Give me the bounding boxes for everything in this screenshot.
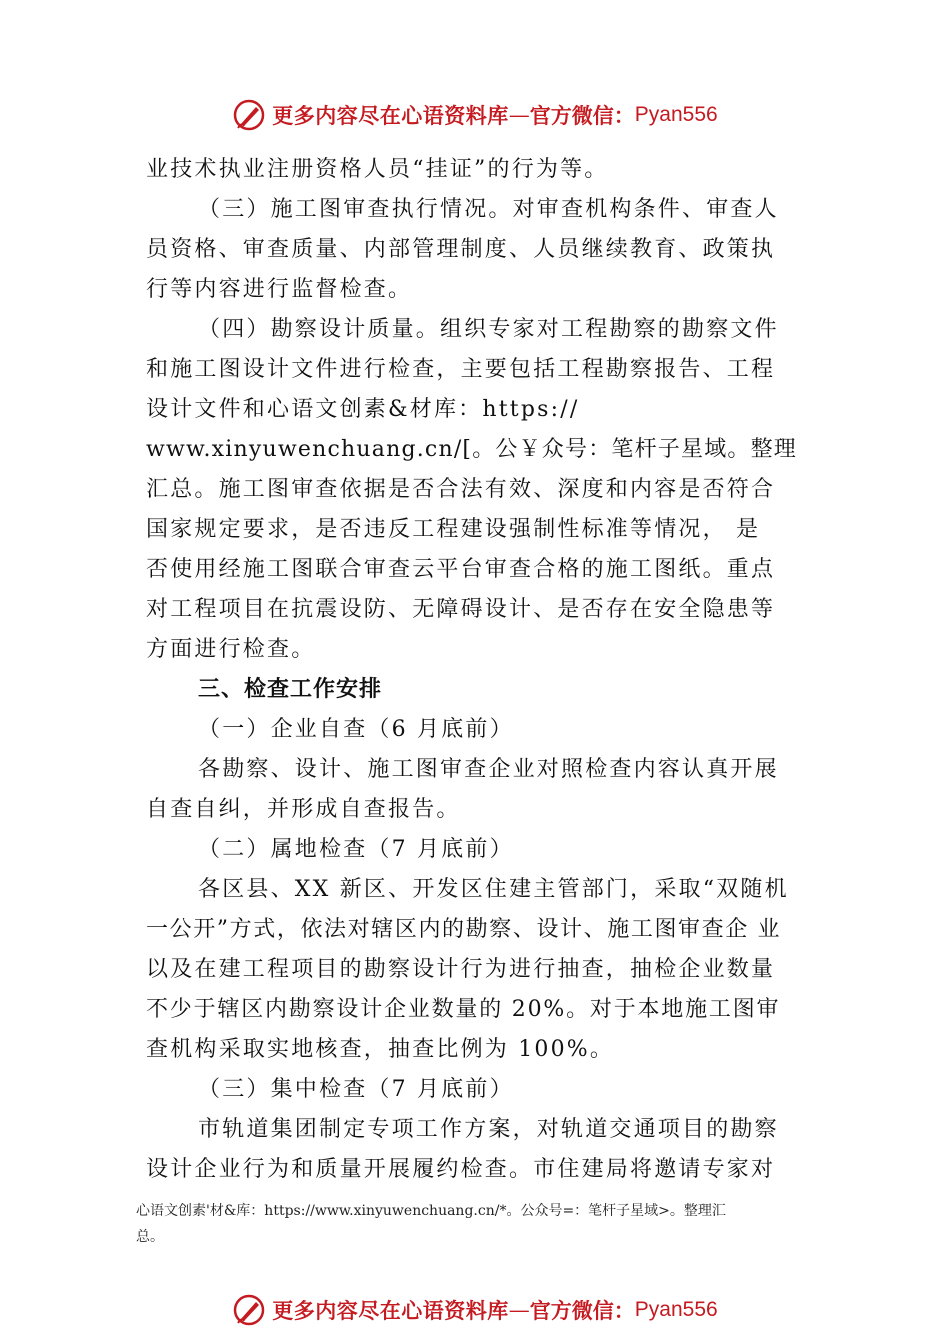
footnote-line: 总。 bbox=[136, 1229, 164, 1245]
text-line: 一公开”方式，依法对辖区内的勘察、设计、施工图审查企 业 bbox=[146, 917, 782, 942]
banner-wechat-id: Pyan556 bbox=[634, 103, 718, 126]
banner-wechat-id: Pyan556 bbox=[634, 1298, 718, 1321]
header-banner bbox=[0, 95, 950, 135]
text-line: 各勘察、设计、施工图审查企业对照检查内容认真开展 bbox=[198, 757, 779, 782]
subsection-heading: （一）企业自查（6 月底前） bbox=[198, 717, 514, 742]
text-line: 业技术执业注册资格人员“挂证”的行为等。 bbox=[146, 157, 609, 182]
text-line: 和施工图设计文件进行检查，主要包括工程勘察报告、工程 bbox=[146, 357, 776, 382]
banner-dash: — bbox=[508, 103, 530, 127]
text-line: 不少于辖区内勘察设计企业数量的 20%。对于本地施工图审 bbox=[146, 997, 781, 1022]
text-line: 对工程项目在抗震设防、无障碍设计、是否存在安全隐患等 bbox=[146, 597, 776, 622]
footer-banner bbox=[0, 1290, 950, 1330]
text-line: 自查自纠，并形成自查报告。 bbox=[146, 797, 461, 822]
text-line: （四）勘察设计质量。组织专家对工程勘察的勘察文件 bbox=[198, 317, 779, 342]
document-body bbox=[146, 150, 808, 1190]
text-line: 汇总。施工图审查依据是否合法有效、深度和内容是否符合 bbox=[146, 477, 776, 502]
text-line: 市轨道集团制定专项工作方案，对轨道交通项目的勘察 bbox=[198, 1117, 779, 1142]
section-heading: 三、检查工作安排 bbox=[198, 677, 383, 702]
subsection-heading: （二）属地检查（7 月底前） bbox=[198, 837, 514, 862]
text-line: 行等内容进行监督检查。 bbox=[146, 277, 413, 302]
text-line: 以及在建工程项目的勘察设计行为进行抽查，抽检企业数量 bbox=[146, 957, 776, 982]
banner-wechat-label: 官方微信： bbox=[529, 103, 635, 128]
text-line: 查机构采取实地核查，抽查比例为 100%。 bbox=[146, 1037, 615, 1062]
banner-text: 更多内容尽在心语资料库 bbox=[272, 103, 509, 128]
text-line: （三）施工图审查执行情况。对审查机构条件、审查人 bbox=[198, 197, 779, 222]
pen-quill-icon bbox=[232, 98, 266, 132]
banner-wechat-label: 官方微信： bbox=[529, 1298, 635, 1323]
text-line: www.xinyuwenchuang.cn/[。公￥众号：笔杆子星域。整理 bbox=[146, 437, 798, 462]
text-line: 方面进行检查。 bbox=[146, 637, 316, 662]
text-line: 设计文件和心语文创素&材库：https:// bbox=[146, 397, 580, 422]
text-line: 设计企业行为和质量开展履约检查。市住建局将邀请专家对 bbox=[146, 1157, 776, 1182]
text-line: 各区县、XX 新区、开发区住建主管部门，采取“双随机 bbox=[198, 877, 789, 902]
footnote-line: 心语文创素'材&库：https://www.xinyuwenchuang.cn/*。公众号=：笔杆子星域>。整理汇 bbox=[136, 1203, 726, 1219]
text-line: 员资格、审查质量、内部管理制度、人员继续教育、政策执 bbox=[146, 237, 776, 262]
footnote bbox=[136, 1198, 836, 1250]
pen-quill-icon bbox=[232, 1293, 266, 1327]
text-line: 否使用经施工图联合审查云平台审查合格的施工图纸。重点 bbox=[146, 557, 776, 582]
subsection-heading: （三）集中检查（7 月底前） bbox=[198, 1077, 514, 1102]
banner-text: 更多内容尽在心语资料库 bbox=[272, 1298, 509, 1323]
banner-dash: — bbox=[508, 1298, 530, 1322]
text-line: 国家规定要求，是否违反工程建设强制性标准等情况， 是 bbox=[146, 517, 761, 542]
